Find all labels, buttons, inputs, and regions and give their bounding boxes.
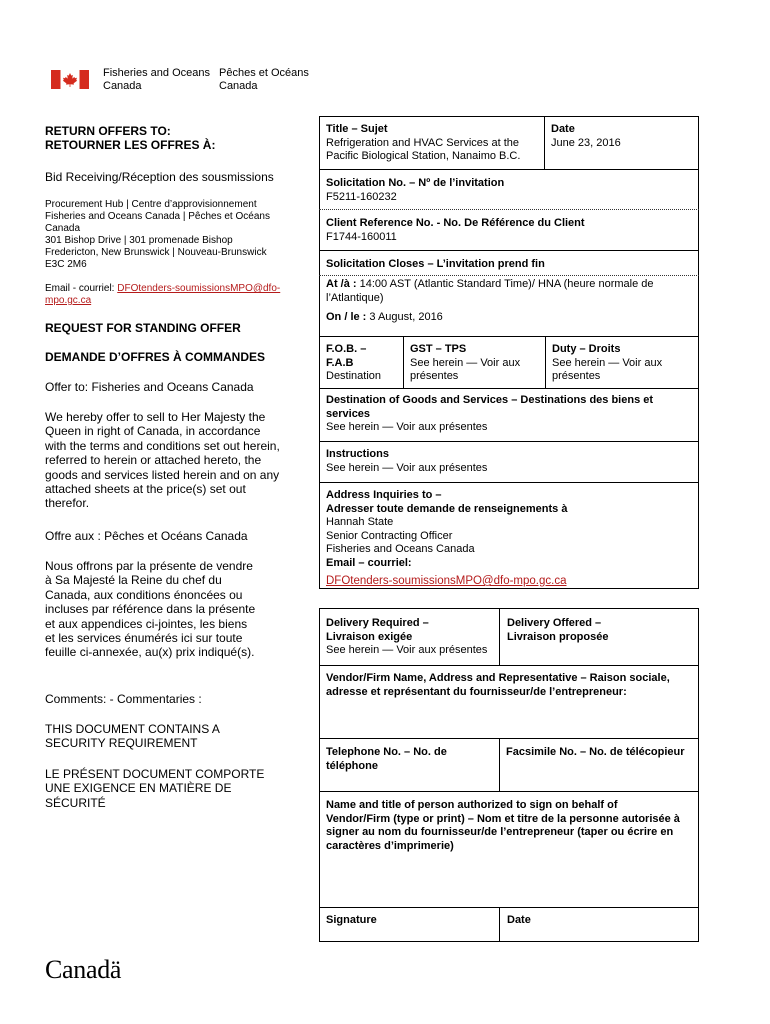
comments-label: Comments: - Commentaries : — [45, 692, 202, 706]
department-name-fr: Pêches et Océans Canada — [219, 67, 309, 92]
left-email: Email - courriel: DFOtenders-soumissionsMPO@dfo- mpo.gc.ca — [45, 283, 281, 306]
procurement-address: Procurement Hub | Centre d’approvisionnement Fisheries and Oceans Canada | Pêches et Océans Canada 301 Bishop Drive | 301 promenade Bishop Fredericton, New Brunswick | Nouveau-Brunswick E3C 2M6 — [45, 199, 270, 270]
title-field: Title – Sujet Refrigeration and HVAC Services at the Pacific Biological Station, Nanaimo B.C. — [326, 123, 521, 162]
client-reference-field: Client Reference No. - No. De Référence du Client F1744-160011 — [326, 217, 585, 243]
solicitation-closes-time: At /à : 14:00 AST (Atlantic Standard Time)/ HNA (heure normale de l’Atlantique) — [326, 278, 654, 304]
security-requirement-en: THIS DOCUMENT CONTAINS A SECURITY REQUIREMENT — [45, 722, 220, 751]
offre-paragraph: Nous offrons par la présente de vendre à Sa Majesté la Reine du chef du Canada, aux conditions énoncées ou incluses par référence dans la présente et aux appendices ci-jointes, les biens et les services énumérés ici sur toute feuille ci-annexée, au(x) prix indiqué(s). — [45, 559, 256, 660]
email-link-continued[interactable]: mpo.gc.ca — [45, 295, 92, 306]
vendor-form-box — [319, 608, 699, 942]
offre-aux-text: Offre aux : Pêches et Océans Canada — [45, 529, 248, 543]
duty-field: Duty – Droits See herein — Voir aux présentes — [552, 343, 663, 382]
solicitation-closes-date: On / le : 3 August, 2016 — [326, 311, 443, 323]
security-requirement-fr: LE PRÉSENT DOCUMENT COMPORTE UNE EXIGENCE EN MATIÈRE DE SÉCURITÉ — [45, 767, 265, 810]
email-link[interactable]: DFOtenders-soumissionsMPO@dfo- — [117, 283, 281, 294]
signature-date-label: Date — [507, 914, 531, 926]
signature-label: Signature — [326, 914, 377, 926]
department-name-en: Fisheries and Oceans Canada — [103, 67, 210, 92]
bid-receiving-text: Bid Receiving/Réception des sousmissions — [45, 170, 274, 184]
offer-paragraph: We hereby offer to sell to Her Majesty the Queen in right of Canada, in accordance with the terms and conditions set out herein, referred to herein or attached hereto, the goods and services listed herein and on any attached sheets at the price(s) set out therefor. — [45, 410, 280, 511]
return-offers-heading: RETURN OFFERS TO: RETOURNER LES OFFRES À: — [45, 124, 216, 153]
solicitation-number-field: Solicitation No. – Nº de l’invitation F5211-160232 — [326, 177, 505, 203]
canada-wordmark: Canadä — [45, 955, 122, 984]
delivery-offered-field: Delivery Offered – Livraison proposée — [507, 617, 609, 643]
gst-field: GST – TPS See herein — Voir aux présentes — [410, 343, 521, 382]
demande-offres-title: DEMANDE D’OFFRES À COMMANDES — [45, 350, 266, 364]
vendor-name-label: Vendor/Firm Name, Address and Representative – Raison sociale, adresse et représentant du fournisseur/de l’entrepreneur: — [326, 672, 670, 698]
inquiries-email-link[interactable]: DFOtenders-soumissionsMPO@dfo-mpo.gc.ca — [326, 575, 567, 587]
date-field: Date June 23, 2016 — [551, 123, 621, 149]
authorized-signer-label: Name and title of person authorized to sign on behalf of Vendor/Firm (type or print) – Nom et titre de la personne autorisée à signer au nom du fournisseur/de l’entrepreneur (taper ou écrire en caractères d’imprimerie) — [326, 799, 680, 852]
delivery-required-field: Delivery Required – Livraison exigée See herein — Voir aux présentes — [326, 617, 488, 656]
instructions-field: Instructions See herein — Voir aux présentes — [326, 448, 488, 474]
telephone-label: Telephone No. – No. de téléphone — [326, 746, 447, 772]
destination-field: Destination of Goods and Services – Destinations des biens et services See herein — Voir aux présentes — [326, 394, 654, 433]
address-inquiries-field: Address Inquiries to – Adresser toute demande de renseignements à Hannah State Senior Contracting Officer Fisheries and Oceans Canada Email – courriel: — [326, 489, 568, 569]
canada-flag-icon — [51, 70, 89, 89]
offer-to-text: Offer to: Fisheries and Oceans Canada — [45, 380, 254, 394]
fob-field: F.O.B. – F.A.B Destination — [326, 343, 382, 382]
request-standing-offer-title: REQUEST FOR STANDING OFFER — [45, 321, 241, 335]
inquiries-email-row — [326, 575, 566, 589]
solicitation-closes-label: Solicitation Closes – L’invitation prend fin — [326, 258, 545, 270]
facsimile-label: Facsimile No. – No. de télécopieur — [506, 746, 685, 758]
